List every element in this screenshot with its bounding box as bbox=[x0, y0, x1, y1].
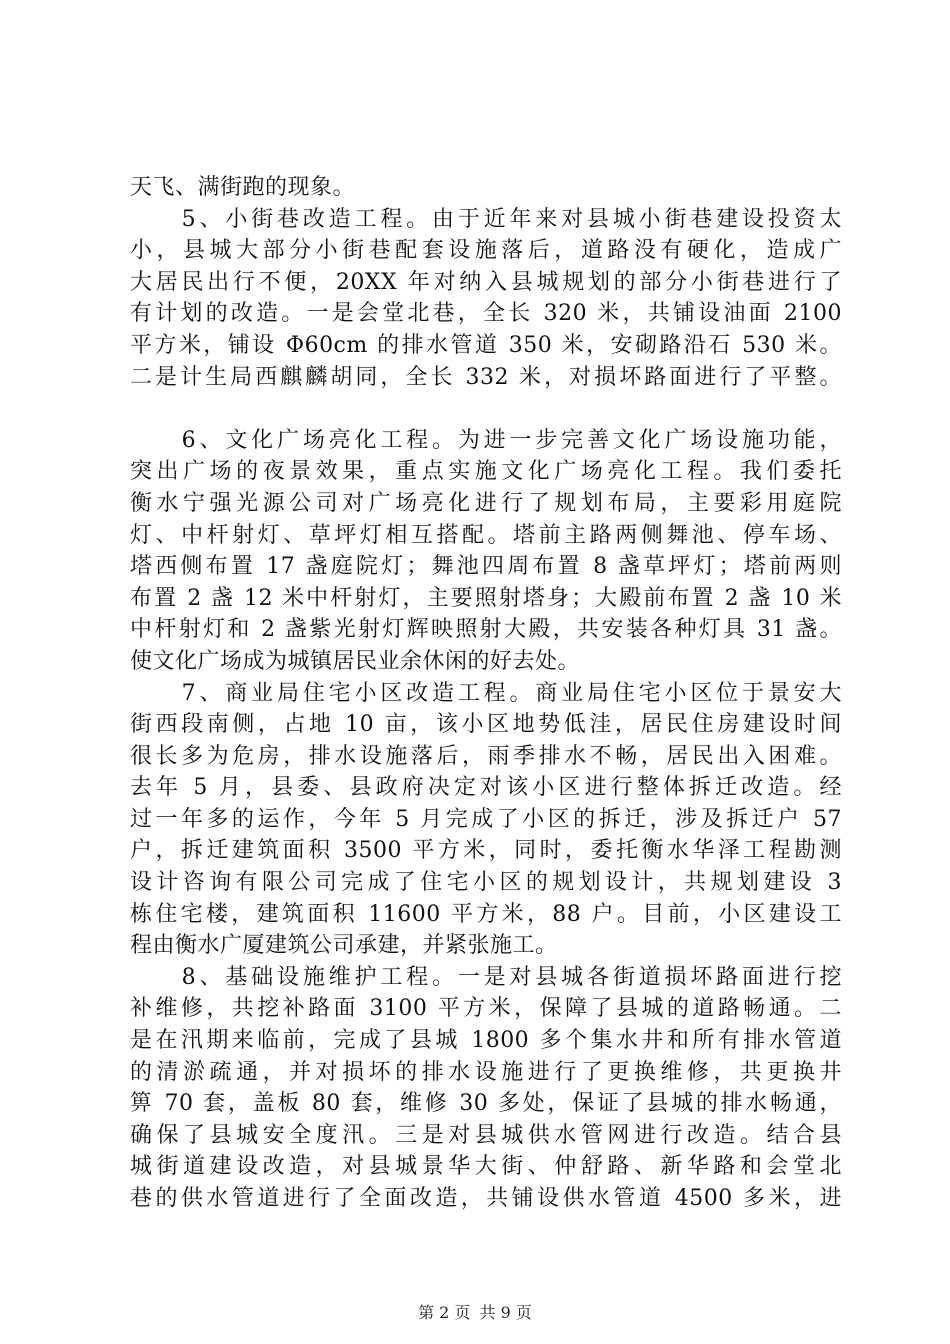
text-line: 8、基础设施维护工程。一是对县城各街道损坏路面进行挖 bbox=[130, 964, 842, 990]
text-line: 天飞、满街跑的现象。 bbox=[130, 175, 356, 200]
text-line: 过一年多的运作，今年 5 月完成了小区的拆迁，涉及拆迁户 57 bbox=[130, 806, 842, 832]
text-line: 确保了县城安全度汛。三是对县城供水管网进行改造。结合县 bbox=[130, 1122, 842, 1148]
text-line: 布置 2 盏 12 米中杆射灯，主要照射塔身；大殿前布置 2 盏 10 米 bbox=[130, 585, 842, 611]
text-line: 灯、中杆射灯、草坪灯相互搭配。塔前主路两侧舞池、停车场、 bbox=[130, 522, 842, 548]
text-line: 使文化广场成为城镇居民业余休闲的好去处。 bbox=[130, 648, 581, 674]
text-line: 巷的供水管道进行了全面改造，共铺设供水管道 4500 多米，进 bbox=[130, 1186, 842, 1211]
text-line: 箅 70 套，盖板 80 套，维修 30 多处，保证了县城的排水畅通， bbox=[130, 1091, 842, 1117]
text-line: 6、文化广场亮化工程。为进一步完善文化广场设施功能， bbox=[130, 427, 842, 453]
text-line: 城街道建设改造，对县城景华大街、仲舒路、新华路和会堂北 bbox=[130, 1154, 842, 1180]
text-line: 塔西侧布置 17 盏庭院灯；舞池四周布置 8 盏草坪灯；塔前两则 bbox=[130, 554, 842, 580]
paragraph-7 bbox=[130, 678, 842, 962]
text-line: 栋住宅楼，建筑面积 11600 平方米，88 户。目前，小区建设工 bbox=[130, 901, 842, 927]
text-line: 设计咨询有限公司完成了住宅小区的规划设计，共规划建设 3 bbox=[130, 870, 842, 896]
text-line: 平方米，铺设 Φ60cm 的排水管道 350 米，安砌路沿石 530 米。 bbox=[130, 332, 842, 358]
text-line: 有计划的改造。一是会堂北巷，全长 320 米，共铺设油面 2100 bbox=[130, 301, 842, 327]
text-line: 户，拆迁建筑面积 3500 平方米，同时，委托衡水华泽工程勘测 bbox=[130, 838, 842, 864]
page-footer bbox=[0, 1300, 950, 1323]
text-line: 去年 5 月，县委、县政府决定对该小区进行整体拆迁改造。经 bbox=[130, 775, 842, 801]
text-line: 小，县城大部分小街巷配套设施落后，道路没有硬化，造成广 bbox=[130, 238, 842, 264]
text-line: 中杆射灯和 2 盏紫光射灯辉映照射大殿，共安装各种灯具 31 盏。 bbox=[130, 617, 842, 643]
text-line: 是在汛期来临前，完成了县城 1800 多个集水井和所有排水管道 bbox=[130, 1028, 842, 1054]
page-number: 第 2 页 bbox=[418, 1303, 471, 1322]
document-body bbox=[130, 172, 842, 1215]
text-line: 很长多为危房，排水设施落后，雨季排水不畅，居民出入困难。 bbox=[130, 743, 842, 769]
text-line: 突出广场的夜景效果，重点实施文化广场亮化工程。我们委托 bbox=[130, 459, 842, 485]
text-line: 的清淤疏通，并对损坏的排水设施进行了更换维修，共更换井 bbox=[130, 1059, 842, 1085]
text-line: 二是计生局西麒麟胡同，全长 332 米，对损坏路面进行了平整。 bbox=[130, 364, 842, 390]
paragraph-gap bbox=[130, 393, 842, 425]
text-line: 大居民出行不便，20XX 年对纳入县城规划的部分小街巷进行了 bbox=[130, 269, 842, 295]
text-line: 衡水宁强光源公司对广场亮化进行了规划布局，主要彩用庭院 bbox=[130, 490, 842, 516]
paragraph-8 bbox=[130, 962, 842, 1215]
text-line: 7、商业局住宅小区改造工程。商业局住宅小区位于景安大 bbox=[130, 680, 842, 706]
text-line: 街西段南侧，占地 10 亩，该小区地势低洼，居民住房建设时间 bbox=[130, 712, 842, 738]
paragraph-6 bbox=[130, 425, 842, 678]
page-total: 共 9 页 bbox=[479, 1303, 532, 1322]
text-line: 5、小街巷改造工程。由于近年来对县城小街巷建设投资太 bbox=[130, 206, 842, 232]
paragraph-continuation bbox=[130, 172, 842, 204]
paragraph-5 bbox=[130, 204, 842, 394]
text-line: 程由衡水广厦建筑公司承建，并紧张施工。 bbox=[130, 933, 558, 959]
text-line: 补维修，共挖补路面 3100 平方米，保障了县城的道路畅通。二 bbox=[130, 996, 842, 1022]
